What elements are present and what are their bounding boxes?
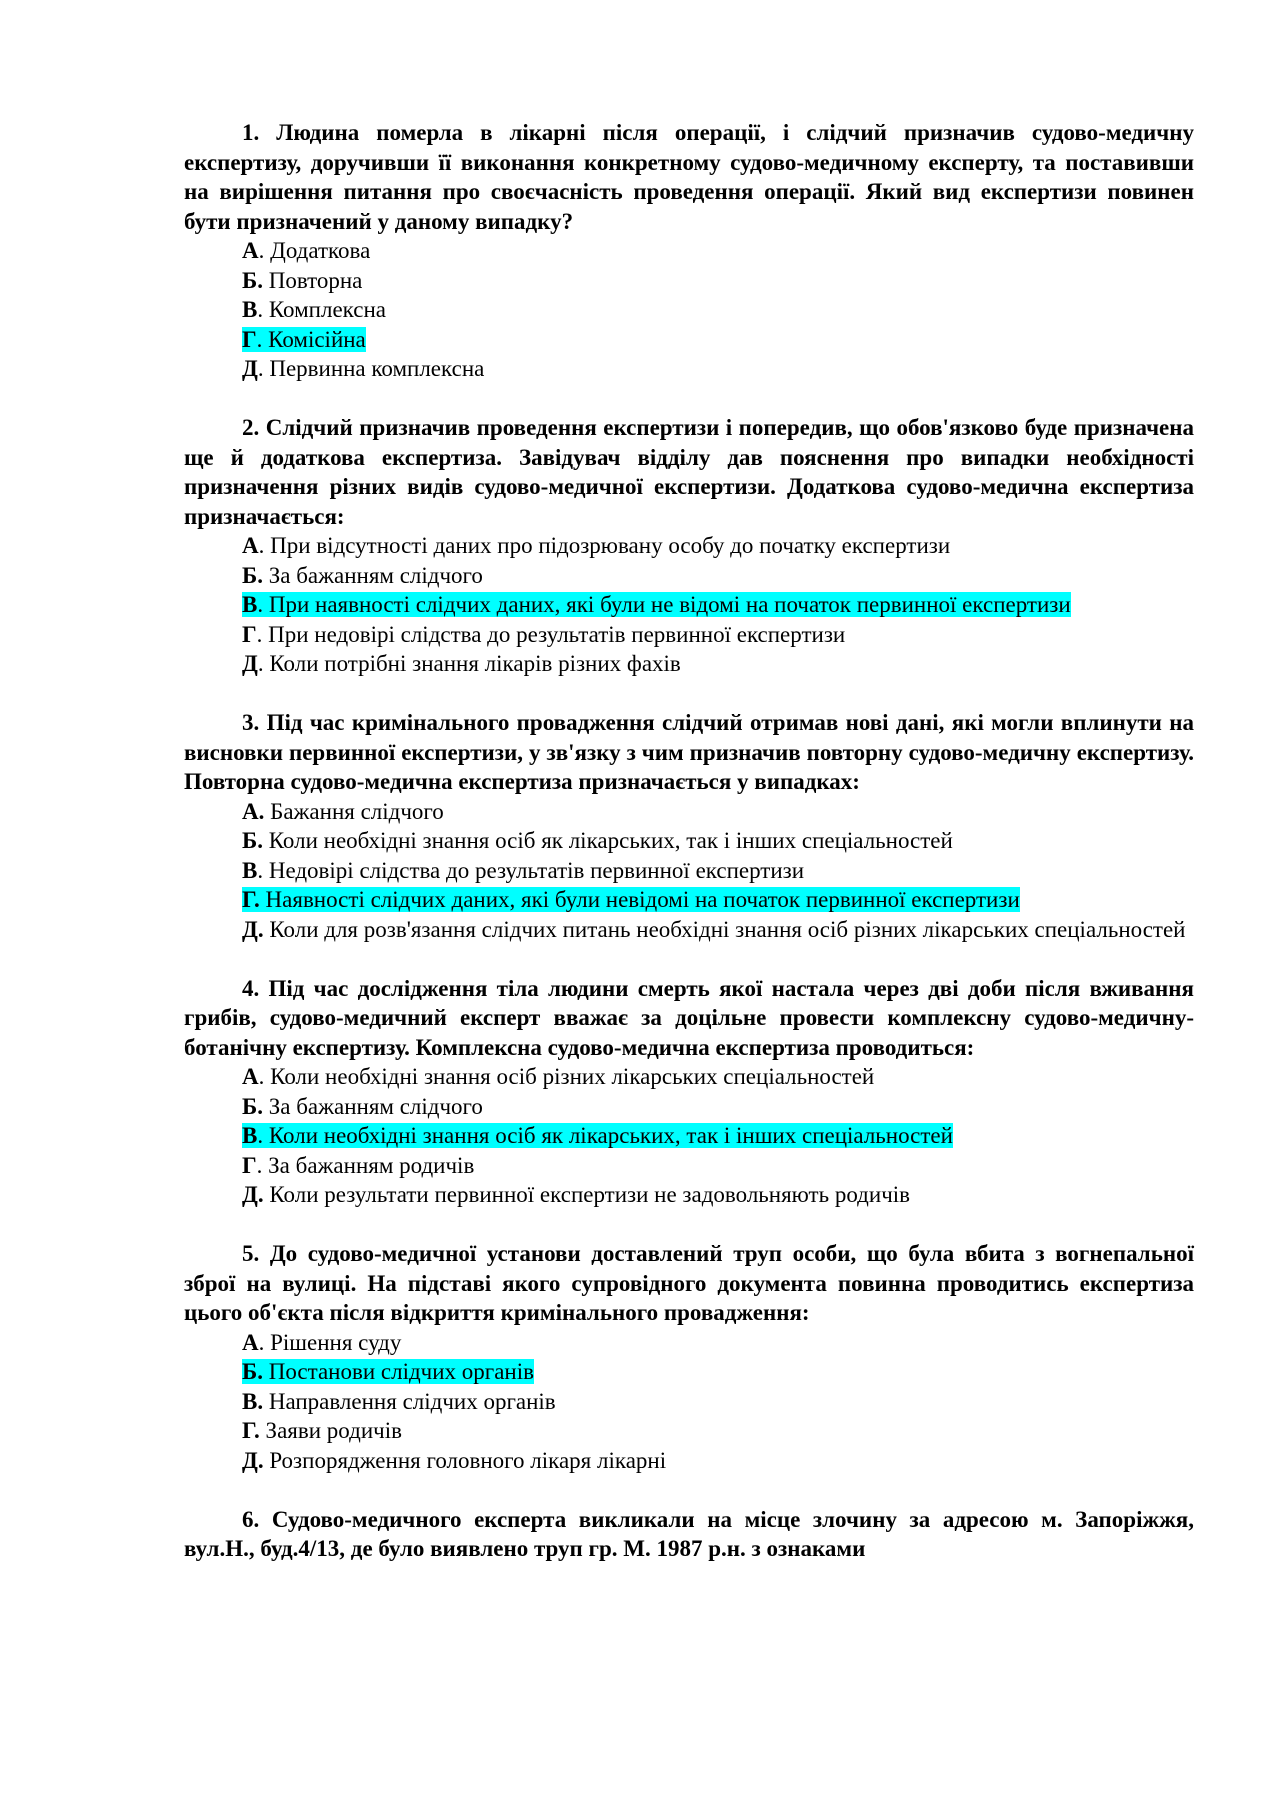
question-number: 3. (242, 710, 260, 735)
option-text: . Додаткова (258, 238, 371, 263)
answer-option-a (184, 236, 1194, 266)
option-text: . При наявності слідчих даних, які були не відомі на початок первинної експертизи (257, 592, 1071, 617)
question-body: Під час дослідження тіла людини смерть якої настала через дві доби після вживання грибів, судово-медичний експерт вважає за доцільне провести комплексну судово-медичну-ботанічну експертизу. Комплексна судово-медична експертиза проводиться: (184, 975, 1194, 1060)
option-text: . Недовірі слідства до результатів первинної експертизи (257, 857, 805, 883)
option-text: . При недовірі слідства до результатів первинної експертизи (256, 621, 846, 647)
option-letter: А (242, 238, 259, 263)
correct-answer-highlight (242, 887, 1020, 912)
option-text: . Комісійна (256, 326, 366, 352)
option-text: . Коли необхідні знання осіб як лікарських, так і інших спеціальностей (257, 1123, 953, 1148)
question-2 (184, 413, 1194, 679)
answer-option-d (184, 1180, 1194, 1210)
option-text: . При відсутності даних про підозрювану особу до початку експертизи (258, 533, 951, 558)
answer-option-v (184, 856, 1194, 886)
option-letter: Г. (242, 1418, 260, 1443)
question-text (184, 708, 1194, 797)
option-letter: В (242, 1123, 258, 1148)
option-letter: В (242, 857, 258, 883)
option-text: . Коли потрібні знання лікарів різних фахів (257, 651, 681, 676)
option-text: . Комплексна (257, 297, 386, 322)
option-letter: Б. (242, 267, 263, 293)
answer-option-v (184, 295, 1194, 325)
option-letter: В. (242, 1388, 264, 1414)
answer-option-a (184, 531, 1194, 561)
option-letter: В (242, 592, 258, 617)
option-text: Коли необхідні знання осіб як лікарських, так і інших спеціальностей (262, 828, 953, 853)
question-text (184, 1239, 1194, 1328)
answer-option-v-correct (184, 1121, 1194, 1151)
option-text: Коли результати первинної експертизи не задовольняють родичів (263, 1182, 911, 1207)
answer-option-b-correct (184, 1357, 1194, 1387)
answer-option-d (184, 915, 1194, 945)
answer-option-h (184, 620, 1194, 650)
question-5 (184, 1239, 1194, 1475)
option-letter: Г. (242, 887, 260, 912)
answer-option-d (184, 649, 1194, 679)
option-text: . За бажанням родичів (256, 1152, 475, 1178)
option-text: Наявності слідчих даних, які були невідомі на початок первинної експертизи (259, 887, 1020, 912)
question-number: 1. (242, 120, 260, 145)
answer-option-d (184, 354, 1194, 384)
correct-answer-highlight (242, 327, 366, 352)
answer-option-h (184, 1416, 1194, 1446)
correct-answer-highlight (242, 1359, 534, 1384)
option-letter: Д. (242, 916, 264, 942)
answer-option-v-correct (184, 590, 1194, 620)
answer-option-a (184, 797, 1194, 827)
question-body: До судово-медичної установи доставлений труп особи, що була вбита з вогнепальної зброї на вулиці. На підставі якого супровідного документа повинна проводитись експертиза цього об'єкта після відкриття кримінального провадження: (184, 1241, 1194, 1325)
question-6 (184, 1505, 1194, 1564)
option-letter: Г (242, 621, 257, 647)
answer-option-h (184, 1151, 1194, 1181)
option-text: За бажанням слідчого (262, 562, 483, 588)
question-number: 6. (242, 1506, 260, 1532)
answer-option-b (184, 561, 1194, 591)
option-letter: Б. (242, 562, 263, 588)
option-text: За бажанням слідчого (262, 1093, 483, 1119)
option-text: Повторна (262, 267, 363, 293)
option-letter: Д (242, 356, 258, 381)
option-letter: В (242, 297, 258, 322)
question-text (184, 413, 1194, 531)
question-text (184, 118, 1194, 236)
question-number: 5. (242, 1241, 260, 1266)
answer-option-a (184, 1062, 1194, 1092)
option-text: . Коли необхідні знання осіб різних лікарських спеціальностей (258, 1064, 875, 1089)
option-letter: Б. (242, 1093, 263, 1119)
answer-option-h-correct (184, 325, 1194, 355)
option-letter: А (242, 533, 259, 558)
option-letter: А (242, 1329, 259, 1355)
option-text: Заяви родичів (259, 1418, 402, 1443)
option-text: Постанови слідчих органів (262, 1359, 534, 1384)
option-letter: А (242, 1064, 259, 1089)
question-number: 4. (242, 975, 260, 1001)
test-questions-document (184, 118, 1194, 1564)
question-3 (184, 708, 1194, 944)
answer-option-b (184, 266, 1194, 296)
answer-option-v (184, 1387, 1194, 1417)
option-text: Коли для розв'язання слідчих питань необхідні знання осіб різних лікарських спеціальностей (263, 916, 1186, 942)
answer-option-a (184, 1328, 1194, 1358)
option-letter: Д. (242, 1447, 264, 1473)
answer-option-b (184, 1092, 1194, 1122)
option-text: Направлення слідчих органів (263, 1388, 556, 1414)
question-body: Слідчий призначив проведення експертизи і попередив, що обов'язково буде призначена ще й додаткова експертиза. Завідувач відділу дав пояснення про випадки необхідності призначення різних видів судово-медичної експертизи. Додаткова судово-медична експертиза призначається: (184, 415, 1194, 529)
option-letter: А. (242, 798, 265, 824)
option-text: Бажання слідчого (264, 798, 444, 824)
option-letter: Г (242, 326, 257, 352)
question-1 (184, 118, 1194, 384)
option-letter: Г (242, 1152, 257, 1178)
question-body: Судово-медичного експерта викликали на місце злочину за адресою м. Запоріжжя, вул.Н., буд.4/13, де було виявлено труп гр. М. 1987 р.н. з ознаками (184, 1506, 1195, 1561)
correct-answer-highlight (242, 592, 1071, 617)
option-text: . Первинна комплексна (257, 356, 485, 381)
question-text (184, 1505, 1194, 1564)
question-text (184, 974, 1194, 1063)
option-text: Розпорядження головного лікаря лікарні (263, 1447, 667, 1473)
option-letter: Д. (242, 1182, 264, 1207)
answer-option-h-correct (184, 885, 1194, 915)
option-letter: Б. (242, 828, 263, 853)
question-body: Людина померла в лікарні після операції, і слідчий призначив судово-медичну експертизу, доручивши її виконання конкретному судово-медичному експерту, та поставивши на вирішення питання про своєчасність проведення операції. Який вид експертизи повинен бути призначений у даному випадку? (184, 120, 1194, 234)
question-4 (184, 974, 1194, 1210)
correct-answer-highlight (242, 1123, 953, 1148)
option-text: . Рішення суду (258, 1329, 402, 1355)
option-letter: Д (242, 651, 258, 676)
answer-option-d (184, 1446, 1194, 1476)
question-body: Під час кримінального провадження слідчий отримав нові дані, які могли вплинути на висновки первинної експертизи, у зв'язку з чим призначив повторну судово-медичну експертизу. Повторна судово-медична експертиза призначається у випадках: (184, 710, 1195, 794)
option-letter: Б. (242, 1359, 263, 1384)
question-number: 2. (242, 415, 260, 440)
answer-option-b (184, 826, 1194, 856)
